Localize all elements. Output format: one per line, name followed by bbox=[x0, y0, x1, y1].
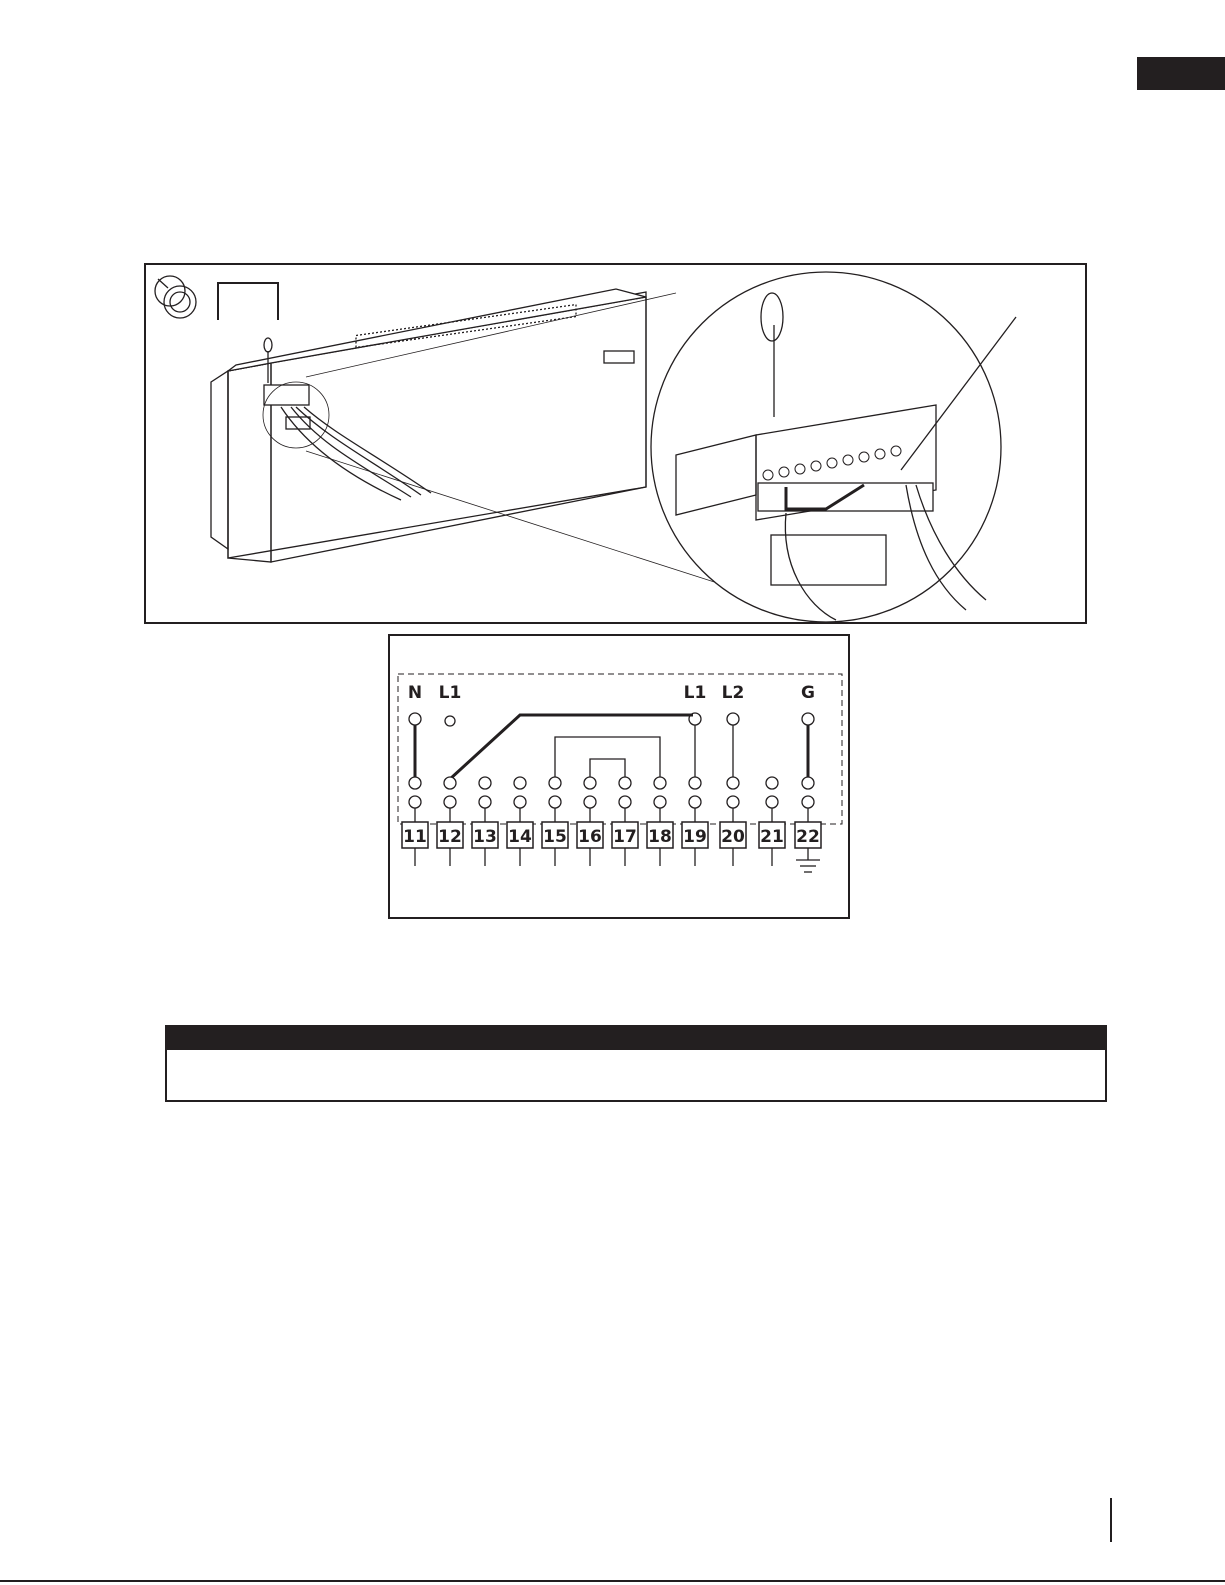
lower-terminal bbox=[689, 796, 701, 808]
grommet-part bbox=[155, 276, 196, 318]
warning-box bbox=[165, 1025, 1107, 1102]
upper-terminal bbox=[766, 777, 778, 789]
terminal-number: 13 bbox=[473, 827, 497, 847]
lower-terminal bbox=[727, 796, 739, 808]
top-label: L1 bbox=[438, 683, 462, 703]
top-terminal bbox=[802, 713, 814, 725]
wiring-diagram bbox=[388, 634, 850, 919]
warning-text bbox=[167, 1050, 1105, 1062]
footer-divider bbox=[1110, 1498, 1112, 1542]
top-label: G bbox=[801, 683, 815, 703]
lower-terminal bbox=[584, 796, 596, 808]
installation-illustration bbox=[144, 263, 1087, 624]
top-terminal-small bbox=[445, 716, 455, 726]
upper-terminal bbox=[514, 777, 526, 789]
top-terminal bbox=[409, 713, 421, 725]
upper-terminal bbox=[479, 777, 491, 789]
jumper-part bbox=[218, 283, 278, 320]
top-label: N bbox=[407, 683, 423, 703]
lower-terminal bbox=[654, 796, 666, 808]
upper-terminal bbox=[802, 777, 814, 789]
section-tab-marker bbox=[1137, 57, 1225, 90]
upper-terminal bbox=[409, 777, 421, 789]
terminal-number: 17 bbox=[613, 827, 637, 847]
lower-terminal bbox=[802, 796, 814, 808]
warning-header-bar bbox=[167, 1027, 1105, 1050]
lower-terminal bbox=[766, 796, 778, 808]
terminal-number: 12 bbox=[438, 827, 462, 847]
magnified-detail bbox=[651, 272, 1016, 622]
upper-terminal bbox=[619, 777, 631, 789]
lower-terminal bbox=[479, 796, 491, 808]
upper-terminal bbox=[549, 777, 561, 789]
upper-terminal bbox=[444, 777, 456, 789]
wiring-diagram-drawing bbox=[390, 636, 850, 919]
bridge-15-18 bbox=[555, 737, 660, 777]
terminal-number: 16 bbox=[578, 827, 602, 847]
terminal-number: 15 bbox=[543, 827, 567, 847]
upper-terminal bbox=[584, 777, 596, 789]
lower-terminal bbox=[514, 796, 526, 808]
jumper-wire bbox=[450, 715, 693, 779]
terminal-number: 20 bbox=[721, 827, 745, 847]
upper-terminal bbox=[727, 777, 739, 789]
lower-terminal bbox=[409, 796, 421, 808]
upper-terminal bbox=[654, 777, 666, 789]
terminal-number: 14 bbox=[508, 827, 532, 847]
lower-terminal bbox=[549, 796, 561, 808]
terminal-number: 22 bbox=[796, 827, 820, 847]
terminal-number: 11 bbox=[403, 827, 427, 847]
terminal-number: 21 bbox=[760, 827, 784, 847]
footer-rule bbox=[0, 1580, 1225, 1582]
upper-terminal bbox=[689, 777, 701, 789]
terminal-number: 19 bbox=[683, 827, 707, 847]
installation-drawing bbox=[146, 265, 1087, 624]
top-label: L1 bbox=[683, 683, 707, 703]
top-label: L2 bbox=[721, 683, 745, 703]
terminal-number: 18 bbox=[648, 827, 672, 847]
bridge-16-17 bbox=[590, 759, 625, 777]
fireplace-unit bbox=[211, 289, 646, 562]
lower-terminal bbox=[619, 796, 631, 808]
lower-terminal bbox=[444, 796, 456, 808]
top-terminal bbox=[727, 713, 739, 725]
